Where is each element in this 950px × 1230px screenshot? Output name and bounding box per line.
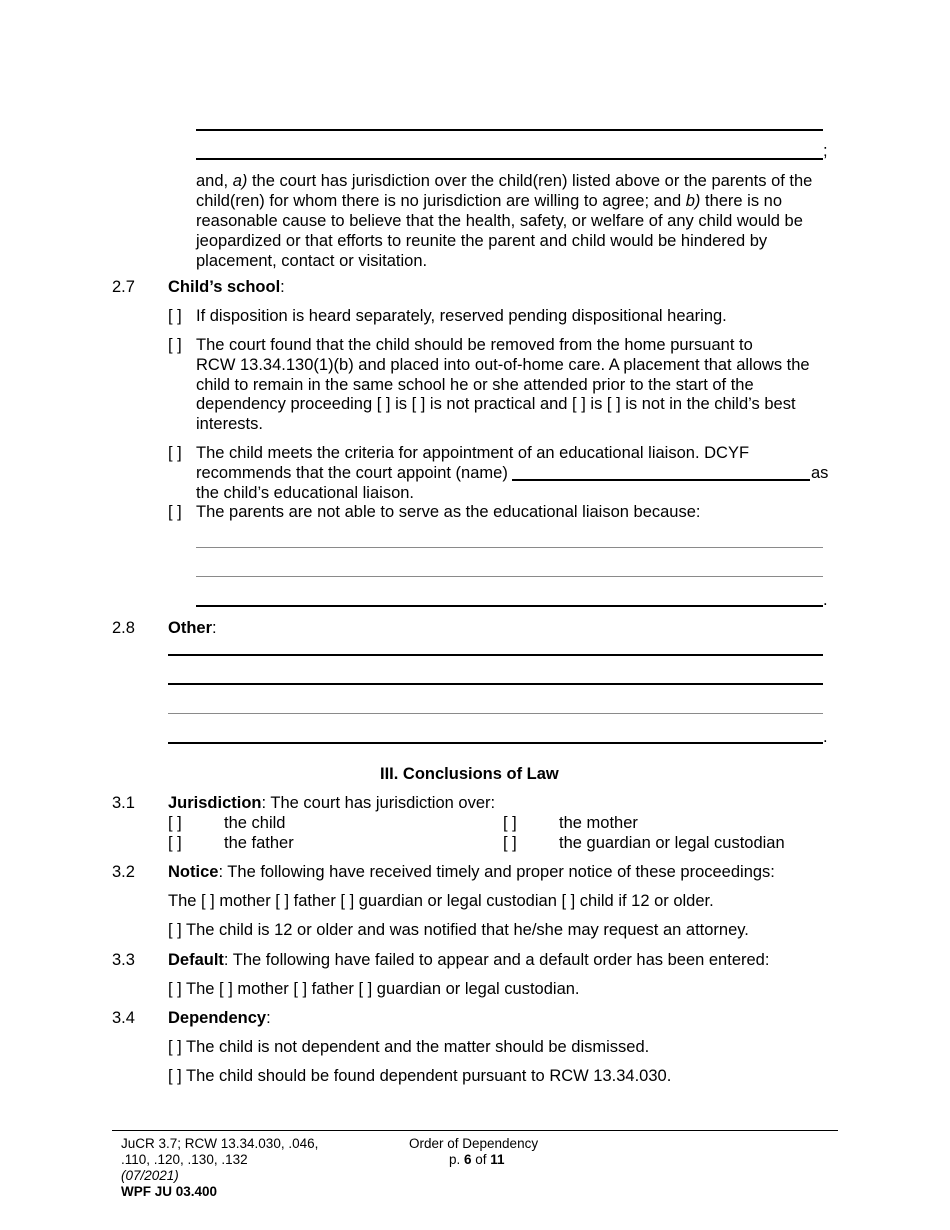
footer-title: Order of Dependency <box>409 1136 539 1151</box>
section-title: Child’s school: <box>168 278 285 296</box>
option-text: child to remain in the same school he or she attended prior to the start of the <box>196 376 754 394</box>
checkbox[interactable]: [ ] <box>168 444 182 462</box>
section-title: Notice: The following have received timely and proper notice of these proceedings: <box>168 863 775 881</box>
option-text[interactable]: [ ] The child is 12 or older and was notified that he/she may request an attorney. <box>168 921 749 939</box>
option-text: The court found that the child should be removed from the home pursuant to <box>196 336 753 354</box>
option-text: The parents are not able to serve as the educational liaison because: <box>196 503 701 521</box>
footer-form-number: WPF JU 03.400 <box>121 1184 218 1199</box>
option-text[interactable]: The [ ] mother [ ] father [ ] guardian or legal custodian [ ] child if 12 or older. <box>168 892 714 910</box>
option-text: the child <box>224 814 286 832</box>
option-text: the mother <box>559 814 638 832</box>
blank-line[interactable] <box>168 654 823 656</box>
checkbox[interactable]: [ ] <box>168 336 182 354</box>
semicolon: ; <box>823 142 828 160</box>
blank-line[interactable] <box>168 742 823 744</box>
section-title: Other: <box>168 619 217 637</box>
footer-citation: .110, .120, .130, .132 <box>121 1152 248 1167</box>
checkbox[interactable]: [ ] <box>168 834 182 852</box>
section-number: 2.8 <box>112 619 135 637</box>
section-number: 3.1 <box>112 794 135 812</box>
option-text: The child meets the criteria for appointment of an educational liaison. DCYF <box>196 444 750 462</box>
option-text: the child’s educational liaison. <box>196 484 415 502</box>
jurisdiction-paragraph: and, a) the court has jurisdiction over the child(ren) listed above or the parents of the child(ren) for whom there is no jurisdiction are willing to agree; and b) there is no reasonable cause to believe that the health, safety, or welfare of any child would be jeopardized or that efforts to reunite the parent and child would be hindered by placement, contact or visitation. <box>196 172 813 270</box>
blank-line[interactable] <box>196 605 823 607</box>
checkbox[interactable]: [ ] <box>168 814 182 832</box>
footer-page: p. 6 of 11 <box>449 1152 505 1167</box>
option-text: the guardian or legal custodian <box>559 834 785 852</box>
blank-line[interactable] <box>196 576 823 577</box>
blank-line[interactable] <box>168 683 823 685</box>
period: . <box>823 591 828 609</box>
checkbox[interactable]: [ ] <box>503 834 517 852</box>
as-text: as <box>811 464 829 482</box>
liaison-name-field[interactable] <box>512 479 810 481</box>
option-text: dependency proceeding [ ] is [ ] is not practical and [ ] is [ ] is not in the child’s best <box>196 395 796 413</box>
section-heading: III. Conclusions of Law <box>380 765 559 783</box>
blank-line[interactable] <box>196 158 823 160</box>
footer-citation: JuCR 3.7; RCW 13.34.030, .046, <box>121 1136 319 1151</box>
option-text: interests. <box>196 415 263 433</box>
section-title: Default: The following have failed to appear and a default order has been entered: <box>168 951 770 969</box>
option-text: If disposition is heard separately, reserved pending dispositional hearing. <box>196 307 727 325</box>
option-text[interactable]: [ ] The child is not dependent and the matter should be dismissed. <box>168 1038 650 1056</box>
blank-line[interactable] <box>196 547 823 548</box>
section-number: 2.7 <box>112 278 135 296</box>
footer-date: (07/2021) <box>121 1168 179 1183</box>
period: . <box>823 728 828 746</box>
checkbox[interactable]: [ ] <box>503 814 517 832</box>
checkbox[interactable]: [ ] <box>168 307 182 325</box>
option-text: RCW 13.34.130(1)(b) and placed into out-of-home care. A placement that allows the <box>196 356 810 374</box>
option-text[interactable]: [ ] The [ ] mother [ ] father [ ] guardian or legal custodian. <box>168 980 580 998</box>
section-number: 3.2 <box>112 863 135 881</box>
option-text[interactable]: [ ] The child should be found dependent pursuant to RCW 13.34.030. <box>168 1067 672 1085</box>
section-title: Dependency: <box>168 1009 271 1027</box>
footer-divider <box>112 1130 838 1131</box>
section-number: 3.4 <box>112 1009 135 1027</box>
section-title: Jurisdiction: The court has jurisdiction over: <box>168 794 496 812</box>
checkbox[interactable]: [ ] <box>168 503 182 521</box>
option-text: recommends that the court appoint (name) <box>196 464 508 482</box>
blank-line[interactable] <box>196 129 823 131</box>
blank-line[interactable] <box>168 713 823 714</box>
section-number: 3.3 <box>112 951 135 969</box>
option-text: the father <box>224 834 294 852</box>
